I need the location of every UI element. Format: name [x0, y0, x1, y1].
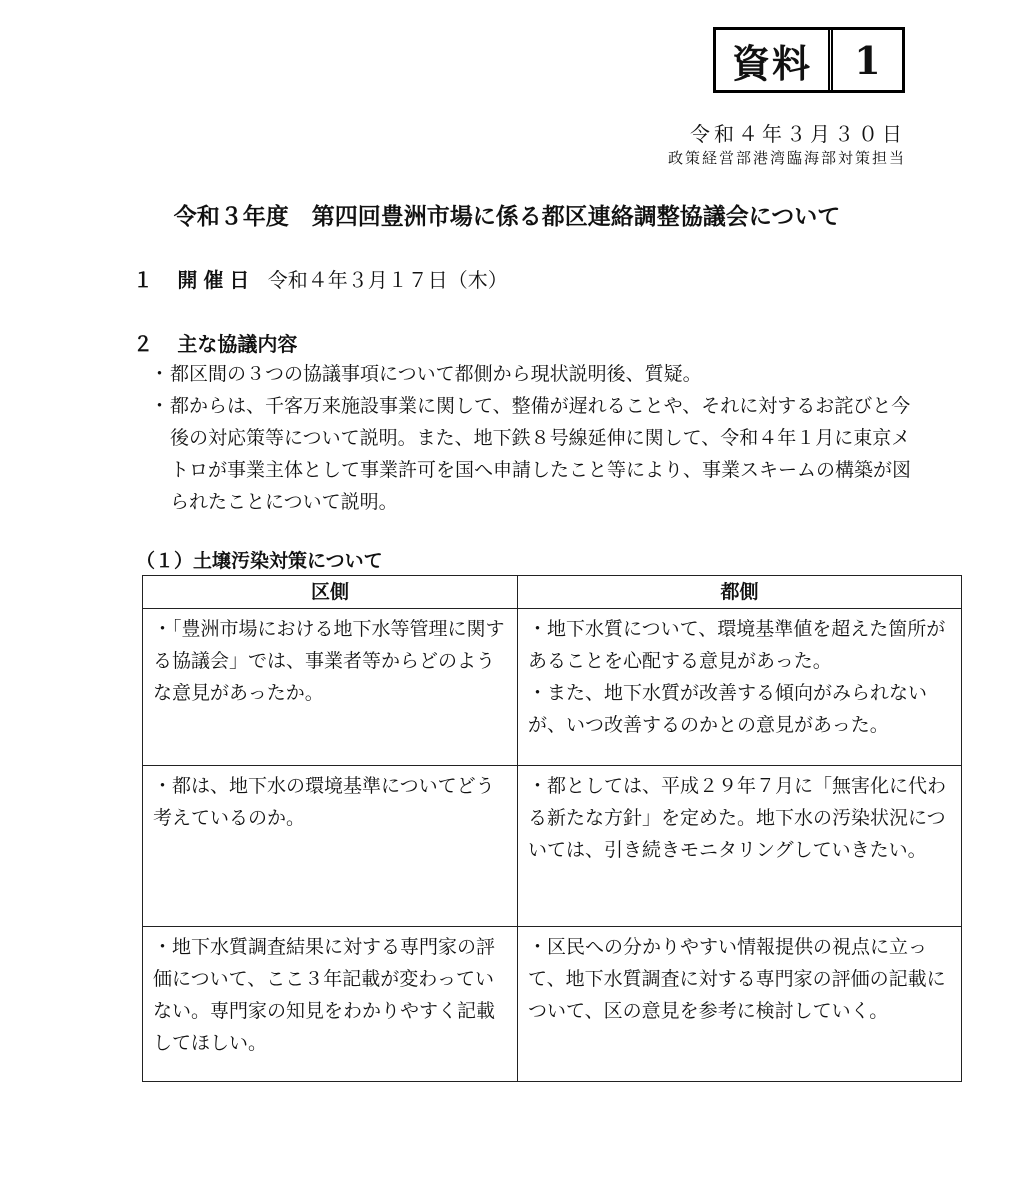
discussion-bullet-list [150, 358, 920, 518]
qa-table [142, 575, 962, 1082]
section-main-discussion [133, 328, 297, 357]
metro-answer: ・区民への分かりやすい情報提供の視点に立って、地下水質調査に対する専門家の評価の記載について、区の意見を参考に検討していく。 [528, 936, 946, 1022]
metro-answer: ・都としては、平成２９年７月に「無害化に代わる新たな方針」を定めた。地下水の汚染状況については、引き続きモニタリングしていきたい。 [528, 775, 947, 861]
metro-answer: ・また、地下水質が改善する傾向がみられないが、いつ改善するのかとの意見があった。 [528, 682, 928, 736]
table-row [143, 927, 962, 1082]
section-label: 主な協議内容 [177, 332, 298, 356]
column-header-metro: 都側 [518, 576, 962, 609]
ward-question: ・都は、地下水の環境基準についてどう考えているのか。 [153, 775, 495, 829]
metro-answer-cell [518, 766, 962, 927]
table-header-row [143, 576, 962, 609]
badge-number: 1 [828, 30, 902, 90]
table-row [143, 609, 962, 766]
table-row [143, 766, 962, 927]
meeting-date-value: 令和４年３月１７日（木） [267, 268, 508, 292]
metro-answer-cell [518, 609, 962, 766]
metro-answer: ・地下水質について、環境基準値を超えた箇所があることを心配する意見があった。 [528, 618, 946, 672]
ward-question-cell [143, 927, 518, 1082]
ward-question-cell [143, 609, 518, 766]
list-item [150, 390, 920, 518]
bullet-text: 都からは、千客万来施設事業に関して、整備が遅れることや、それに対するお詫びと今後の対応策等について説明。また、地下鉄８号線延伸に関して、令和４年１月に東京メトロが事業主体として事業許可を国へ申請したこと等により、事業スキームの構築が図られたことについて説明。 [170, 395, 912, 513]
department-name: 政策経営部港湾臨海部対策担当 [667, 149, 906, 167]
badge-label: 資料 [731, 40, 812, 86]
column-header-ward: 区側 [143, 576, 518, 609]
document-date: 令和４年３月３０日 [690, 122, 906, 146]
bullet-dot: ・ [150, 395, 170, 417]
document-badge [713, 27, 905, 93]
metro-answer-cell [518, 927, 962, 1082]
section-number: １ [133, 268, 153, 292]
bullet-dot: ・ [150, 363, 170, 385]
section-number: ２ [133, 332, 153, 356]
page-title: 令和３年度 第四回豊洲市場に係る都区連絡調整協議会について [173, 204, 841, 230]
subsection-title: （１）土壌汚染対策について [136, 550, 383, 572]
bullet-text: 都区間の３つの協議事項について都側から現状説明後、質疑。 [170, 363, 702, 385]
list-item [150, 358, 920, 390]
ward-question: ・「豊洲市場における地下水等管理に関する協議会」では、事業者等からどのような意見があったか。 [153, 618, 505, 704]
section-meeting-date [133, 264, 508, 293]
section-label: 開催日 [177, 268, 256, 292]
ward-question: ・地下水質調査結果に対する専門家の評価について、ここ３年記載が変わっていない。専門家の知見をわかりやすく記載してほしい。 [153, 936, 496, 1054]
ward-question-cell [143, 766, 518, 927]
